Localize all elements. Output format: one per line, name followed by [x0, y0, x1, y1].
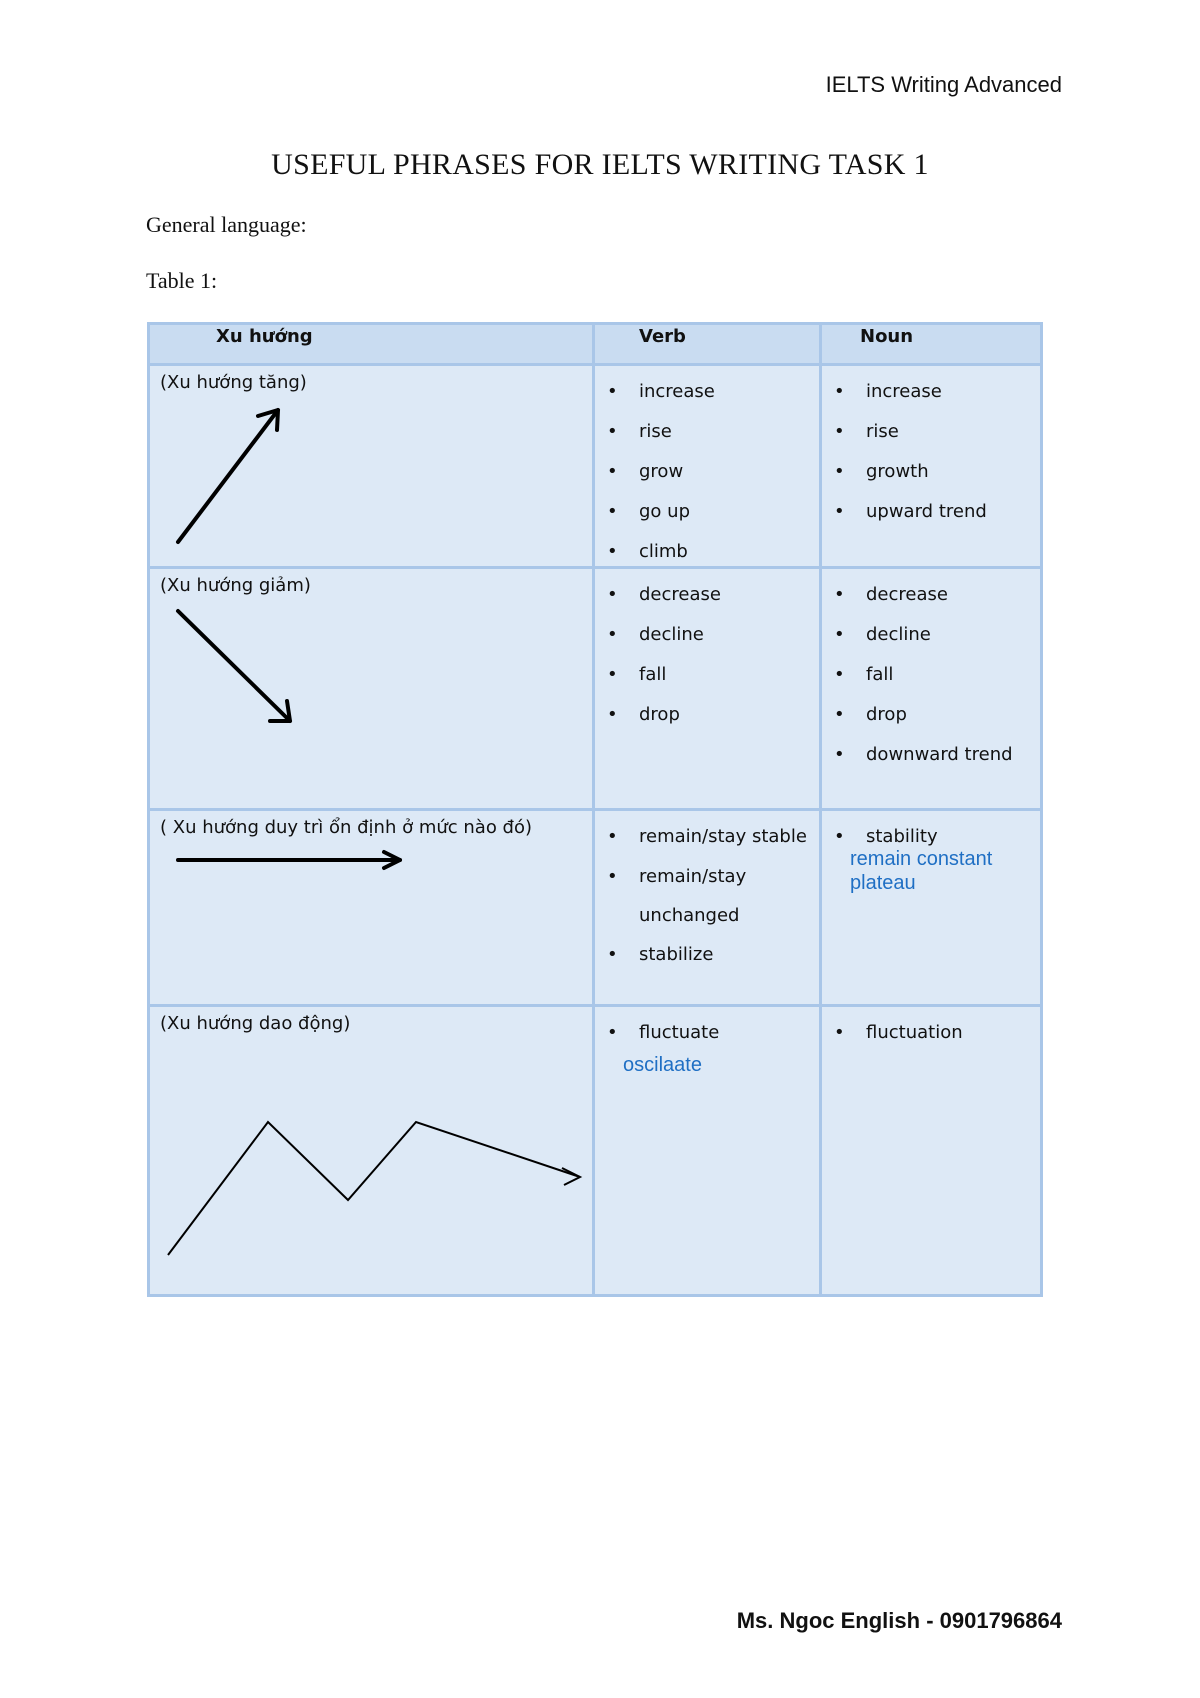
trend-table	[147, 322, 1043, 1297]
list-item: • downward trend	[834, 735, 1013, 775]
handwritten-note: oscilaate	[623, 1054, 702, 1076]
list-item: • fluctuation	[834, 1013, 963, 1053]
list-item: • rise	[834, 412, 987, 452]
list-item: • remain/stay stable	[607, 817, 809, 857]
noun-cell	[821, 1006, 1042, 1296]
verb-list	[607, 1013, 719, 1053]
trend-cell	[149, 365, 594, 568]
noun-list	[834, 575, 1013, 775]
table-row	[149, 1006, 1042, 1296]
list-item: • stabilize	[607, 935, 809, 975]
column-header-trend: Xu hướng	[149, 324, 594, 365]
list-item: • fall	[834, 655, 1013, 695]
noun-cell	[821, 810, 1042, 1006]
table-row	[149, 365, 1042, 568]
list-item: • increase	[834, 372, 987, 412]
table-row	[149, 568, 1042, 810]
verb-cell	[594, 1006, 821, 1296]
list-item: • drop	[607, 695, 721, 735]
verb-cell	[594, 365, 821, 568]
list-item: • decrease	[607, 575, 721, 615]
up-right-arrow-icon	[150, 366, 595, 566]
trend-label: (Xu hướng giảm)	[160, 575, 311, 596]
trend-cell	[149, 810, 594, 1006]
list-item: • grow	[607, 452, 715, 492]
table-row	[149, 810, 1042, 1006]
zigzag-arrow-icon	[150, 1007, 595, 1297]
list-item: • fall	[607, 655, 721, 695]
verb-list	[607, 575, 721, 735]
general-language-label: General language:	[146, 212, 307, 237]
list-item: • decline	[607, 615, 721, 655]
list-item: • decline	[834, 615, 1013, 655]
list-item: • decrease	[834, 575, 1013, 615]
verb-cell	[594, 810, 821, 1006]
trend-label: (Xu hướng dao động)	[160, 1013, 351, 1034]
noun-cell	[821, 365, 1042, 568]
handwritten-note: plateau	[850, 872, 916, 894]
column-header-verb: Verb	[594, 324, 821, 365]
list-item: • stability	[834, 817, 938, 857]
right-arrow-icon	[150, 811, 595, 1001]
trend-cell	[149, 568, 594, 810]
verb-cell	[594, 568, 821, 810]
list-item: • upward trend	[834, 492, 987, 532]
list-item: • climb	[607, 532, 715, 572]
list-item: • drop	[834, 695, 1013, 735]
list-item: • rise	[607, 412, 715, 452]
verb-list	[607, 372, 715, 572]
noun-cell	[821, 568, 1042, 810]
header-title: IELTS Writing Advanced	[825, 72, 1062, 97]
list-item: • go up	[607, 492, 715, 532]
table-label: Table 1:	[146, 268, 218, 293]
trend-label: ( Xu hướng duy trì ổn định ở mức nào đó)	[160, 817, 533, 838]
verb-list	[607, 817, 809, 975]
list-item: • fluctuate	[607, 1013, 719, 1053]
list-item: • growth	[834, 452, 987, 492]
table-header-row	[149, 324, 1042, 365]
list-item: • remain/stay unchanged	[607, 857, 809, 935]
noun-list	[834, 1013, 963, 1053]
trend-label: (Xu hướng tăng)	[160, 372, 307, 393]
down-right-arrow-icon	[150, 569, 595, 809]
column-header-noun: Noun	[821, 324, 1042, 365]
noun-list	[834, 372, 987, 532]
page-title: USEFUL PHRASES FOR IELTS WRITING TASK 1	[271, 148, 929, 181]
list-item: • increase	[607, 372, 715, 412]
footer-contact: Ms. Ngoc English - 0901796864	[736, 1608, 1062, 1633]
trend-cell	[149, 1006, 594, 1296]
handwritten-note: remain constant	[850, 848, 993, 870]
